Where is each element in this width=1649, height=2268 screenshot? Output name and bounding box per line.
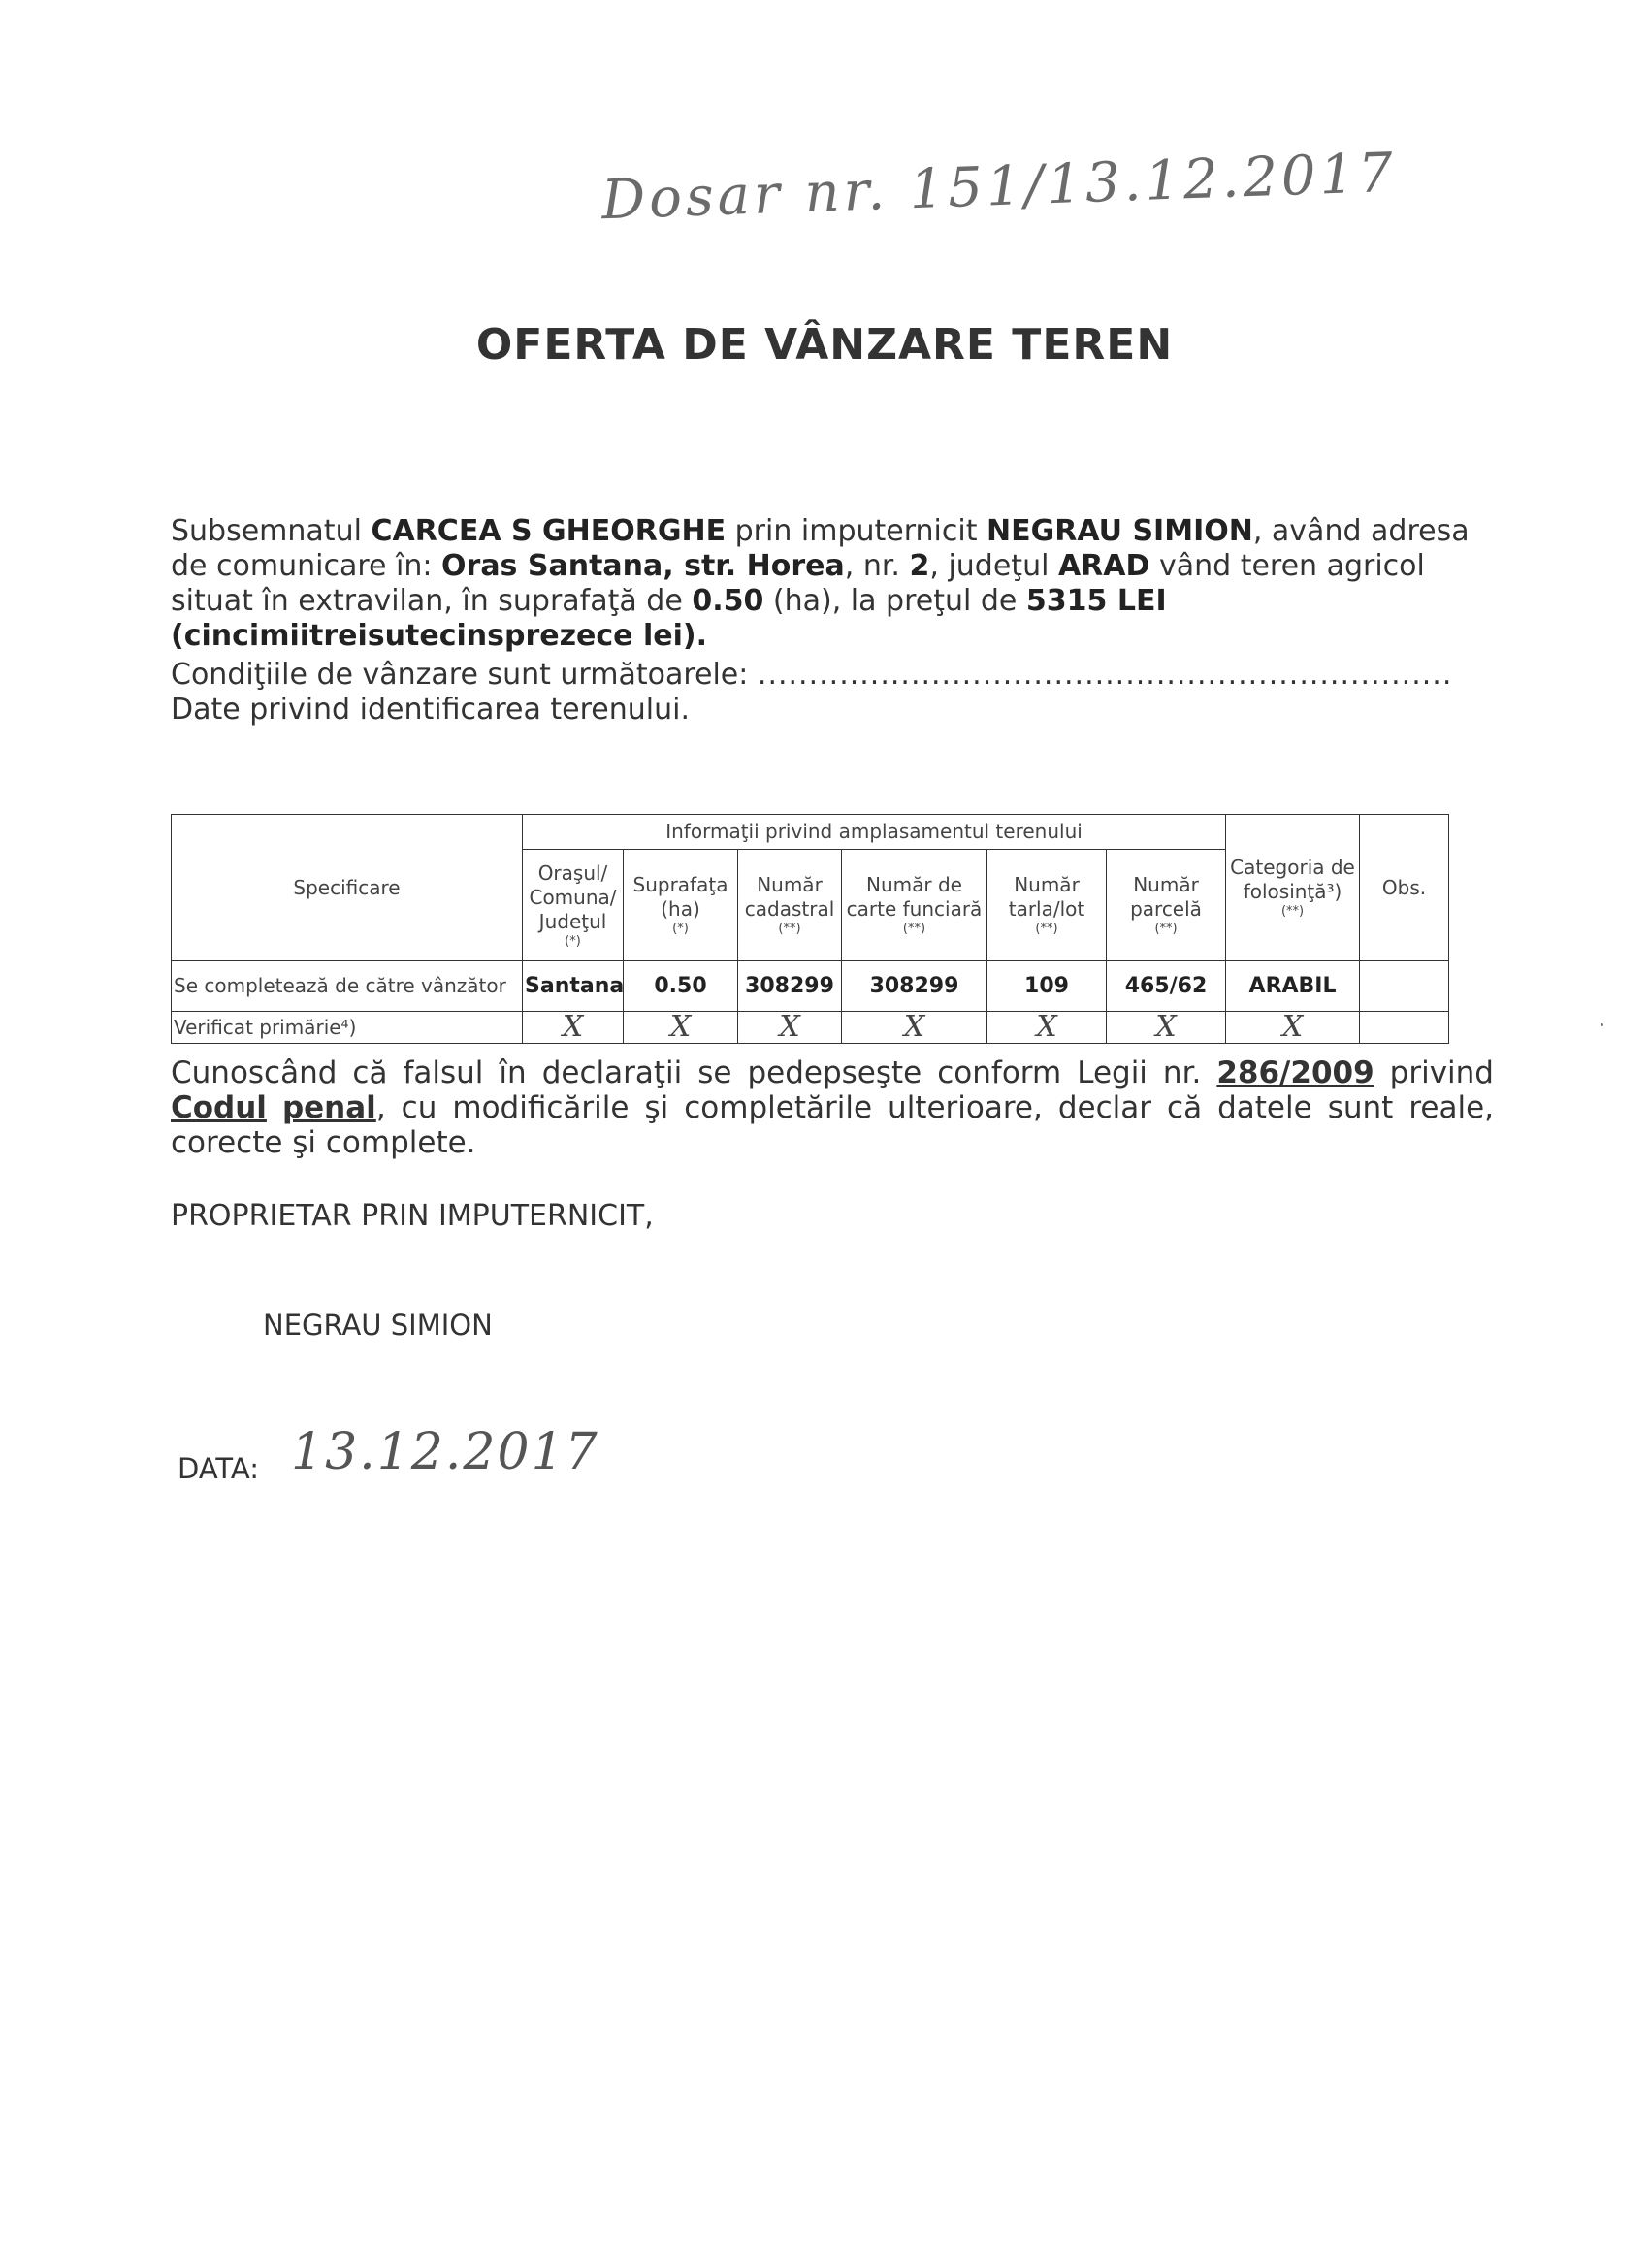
row-label-verify: Verificat primărie⁴) <box>172 1012 523 1044</box>
header-col-suprafata <box>624 850 738 961</box>
land-identification-table <box>171 814 1449 1044</box>
header-label: Număr parcelă <box>1130 873 1202 921</box>
header-label: Număr tarla/lot <box>1008 873 1085 921</box>
header-note: (**) <box>778 922 801 936</box>
intro-text: (ha), la preţul de <box>763 584 1026 618</box>
header-label: Oraşul/ Comuna/ Judeţul <box>529 860 617 933</box>
cell-categoria: ARABIL <box>1226 961 1360 1012</box>
header-col-localitate <box>523 850 624 961</box>
header-obs: Obs. <box>1360 815 1449 961</box>
header-col-carte-funciara <box>842 850 987 961</box>
header-specificare: Specificare <box>172 815 523 961</box>
cell-cadastral: 308299 <box>738 961 842 1012</box>
cell-carte-funciara: 308299 <box>842 961 987 1012</box>
header-col-cadastral <box>738 850 842 961</box>
cell-suprafata: 0.50 <box>624 961 738 1012</box>
check-mark <box>1360 1012 1449 1044</box>
penal-word: penal <box>281 1090 376 1125</box>
handwritten-date: 13.12.2017 <box>291 1423 599 1481</box>
legal-text: Cunoscând că falsul în declaraţii se pedepseşte conform Legii nr. <box>171 1055 1217 1090</box>
legal-text <box>267 1090 282 1125</box>
document-title: OFERTA DE VÂNZARE TEREN <box>475 320 1174 370</box>
check-mark: X <box>987 1012 1107 1044</box>
signer-name: NEGRAU SIMION <box>263 1309 493 1342</box>
row-label-seller: Se completează de către vânzător <box>172 961 523 1012</box>
identification-label: Date privind identificarea terenului. <box>171 693 691 727</box>
check-mark: X <box>1226 1012 1360 1044</box>
handwritten-file-number: Dosar nr. 151/13.12.2017 <box>600 141 1398 233</box>
proxy-name: NEGRAU SIMION <box>986 514 1253 548</box>
check-mark: X <box>523 1012 624 1044</box>
intro-text: , având adresa de comunicare în: <box>171 514 1470 583</box>
intro-text: vând teren agricol situat în extravilan, în suprafaţă de <box>171 549 1425 618</box>
header-note: (**) <box>1035 922 1058 936</box>
intro-text: , nr. <box>844 549 910 583</box>
intro-text: , judeţul <box>929 549 1058 583</box>
intro-paragraph <box>171 514 1490 654</box>
owner-label: PROPRIETAR PRIN IMPUTERNICIT, <box>171 1199 654 1233</box>
conditions-label: Condiţiile de vânzare sunt următoarele: <box>171 658 749 692</box>
cell-tarla: 109 <box>987 961 1107 1012</box>
header-col-tarla <box>987 850 1107 961</box>
legal-text: privind <box>1374 1055 1494 1090</box>
table-row-verify <box>172 1012 1449 1044</box>
header-categoria-label: Categoria de folosinţă³) <box>1230 856 1355 903</box>
header-categoria <box>1226 815 1360 961</box>
intro-text: Subsemnatul <box>171 514 372 548</box>
legal-text: , cu modificările şi completările ulterioare, declar că datele sunt reale, corecte şi complete. <box>171 1090 1494 1160</box>
seller-name: CARCEA S GHEORGHE <box>371 514 727 548</box>
cell-parcela: 465/62 <box>1107 961 1226 1012</box>
scan-speck <box>1600 1023 1603 1026</box>
land-area: 0.50 <box>692 584 764 618</box>
cell-obs <box>1360 961 1449 1012</box>
conditions-dots: .................................................................... <box>757 658 1453 692</box>
header-note: (**) <box>902 922 926 936</box>
code-word: Codul <box>171 1090 267 1125</box>
cell-localitate: Santana <box>523 961 624 1012</box>
law-number: 286/2009 <box>1216 1055 1374 1090</box>
price-in-words: (cincimiitreisutecinsprezece lei). <box>171 619 707 653</box>
street-number: 2 <box>909 549 930 583</box>
date-label: DATA: <box>178 1452 259 1485</box>
header-col-parcela <box>1107 850 1226 961</box>
legal-declaration <box>171 1055 1494 1160</box>
price: 5315 LEI <box>1025 584 1167 618</box>
header-note: (*) <box>672 922 689 936</box>
intro-text: prin imputernicit <box>726 514 987 548</box>
header-categoria-note: (**) <box>1280 904 1305 919</box>
header-label: Număr cadastral <box>744 873 835 921</box>
header-note: (*) <box>565 933 581 949</box>
county: ARAD <box>1057 549 1150 583</box>
header-note: (**) <box>1154 922 1178 936</box>
check-mark: X <box>738 1012 842 1044</box>
header-label: Număr de carte funciară <box>846 873 983 921</box>
table-row-seller <box>172 961 1449 1012</box>
header-location-group: Informaţii privind amplasamentul terenului <box>523 815 1226 850</box>
conditions-line <box>171 658 1490 693</box>
address: Oras Santana, str. Horea <box>441 549 845 583</box>
header-label: Suprafaţa (ha) <box>632 873 728 921</box>
check-mark: X <box>624 1012 738 1044</box>
check-mark: X <box>842 1012 987 1044</box>
check-mark: X <box>1107 1012 1226 1044</box>
